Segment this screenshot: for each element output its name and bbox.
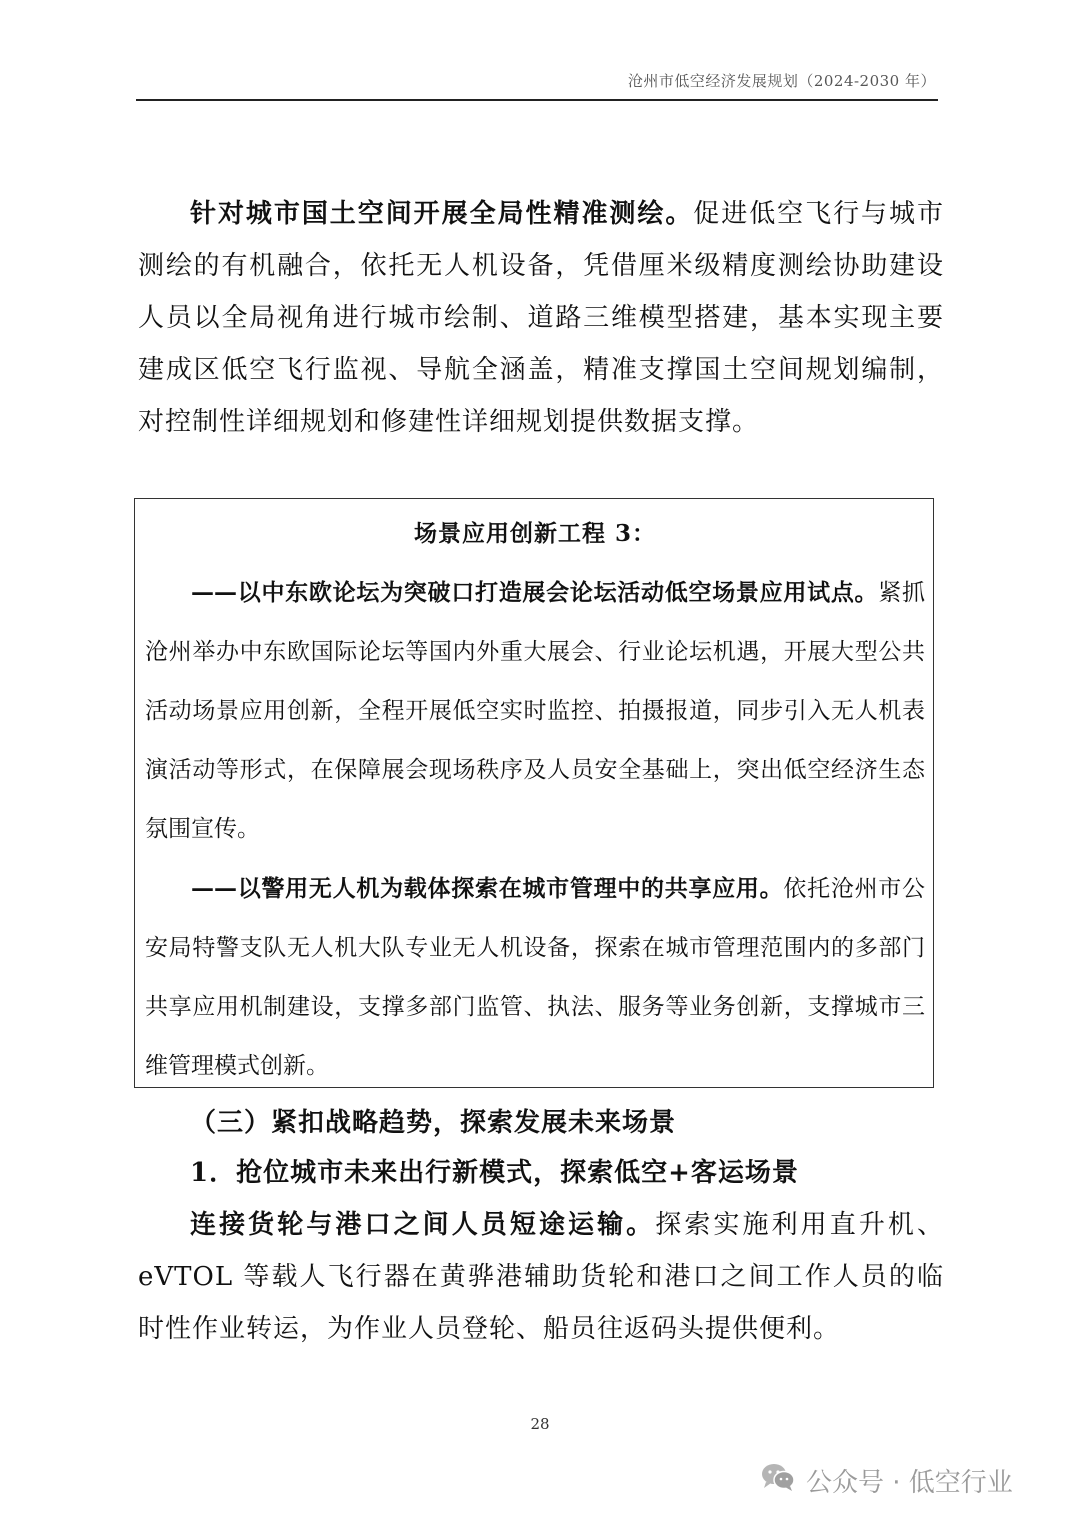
paragraph-1-text: 促进低空飞行与城市测绘的有机融合，依托无人机设备，凭借厘米级精度测绘协助建设人员以全局视角进行城市绘制、道路三维模型搭建，基本实现主要建成区低空飞行监视、导航全涵盖，精准支撑国土空间规划编制，对控制性详细规划和修建性详细规划提供数据支撑。 [138,199,944,437]
paragraph-2-text: 探索实施利用直升机、eVTOL 等载人飞行器在黄骅港辅助货轮和港口之间工作人员的临时性作业转运，为作业人员登轮、船员往返码头提供便利。 [138,1210,944,1344]
scenario-item-1-text: 紧抓沧州举办中东欧国际论坛等国内外重大展会、行业论坛机遇，开展大型公共活动场景应用创新，全程开展低空实时监控、拍摄报道，同步引入无人机表演活动等形式，在保障展会现场秩序及人员安全基础上，突出低空经济生态氛围宣传。 [145,580,926,842]
subsection-heading: 1．抢位城市未来出行新模式，探索低空+客运场景 [190,1158,799,1188]
paragraph-2-lead: 连接货轮与港口之间人员短途运输。 [190,1210,656,1240]
running-header: 沧州市低空经济发展规划（2024-2030 年） [627,72,936,90]
scenario-item-2-text: 依托沧州市公安局特警支队无人机大队专业无人机设备，探索在城市管理范围内的多部门共享应用机制建设，支撑多部门监管、执法、服务等业务创新，支撑城市三维管理模式创新。 [145,876,926,1079]
paragraph-1 [138,188,944,448]
scenario-item-1 [145,563,925,859]
scenario-box-content [145,505,925,1096]
page-number: 28 [530,1415,550,1433]
scenario-box-title: 场景应用创新工程 3： [413,520,656,547]
scenario-item-2 [145,859,925,1096]
scenario-item-1-lead: ——以中东欧论坛为突破口打造展会论坛活动低空场景应用试点。 [191,579,879,606]
section-heading: （三）紧扣战略趋势，探索发展未来场景 [190,1108,677,1138]
wechat-icon [760,1462,796,1499]
paragraph-1-lead: 针对城市国土空间开展全局性精准测绘。 [190,199,694,229]
paragraph-2 [138,1199,944,1355]
header-rule [136,99,938,101]
scenario-box [134,498,934,1088]
watermark-text: 公众号 · 低空行业 [806,1467,1013,1498]
watermark [760,1460,1013,1500]
scenario-item-2-lead: ——以警用无人机为载体探索在城市管理中的共享应用。 [191,875,784,902]
